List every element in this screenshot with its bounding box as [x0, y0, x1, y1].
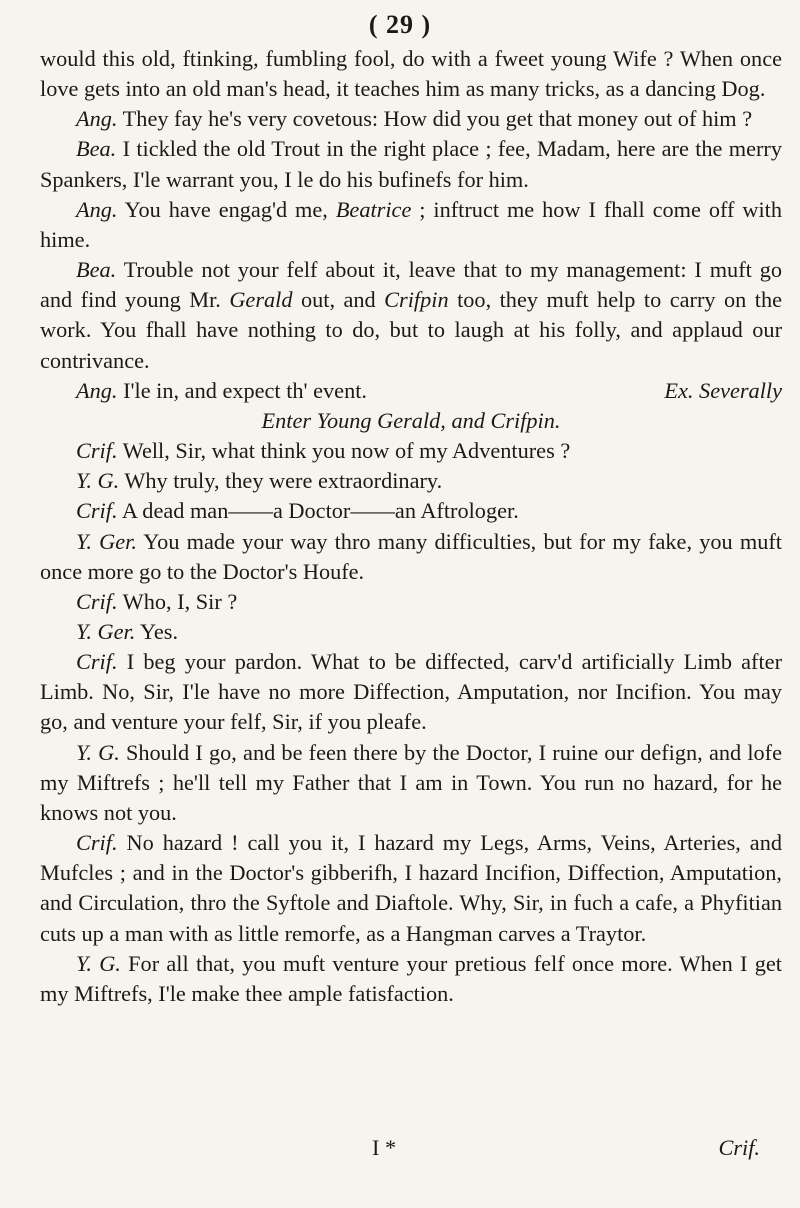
- catchword: Crif.: [718, 1135, 760, 1160]
- speech-text: Yes.: [135, 618, 179, 644]
- speech-text: Should I go, and be feen there by the Doctor, I ruine our defign, and lofe my Miftrefs ; he'll tell my Father that I am in Town. You run no hazard, for he knows not you.: [40, 739, 782, 825]
- paragraph: [40, 255, 782, 376]
- character-name: Crifpin: [384, 287, 449, 313]
- speaker-label: Crif.: [76, 438, 118, 464]
- speaker-label: Bea.: [76, 257, 117, 283]
- paragraph: [40, 195, 782, 255]
- speaker-label: Ang.: [76, 106, 118, 132]
- speaker-label: Crif.: [76, 649, 118, 675]
- speech-text: You have engag'd me,: [117, 196, 336, 222]
- paragraph: [40, 647, 782, 737]
- exit-direction: Ex. Severally: [664, 377, 782, 403]
- paragraph: [40, 466, 782, 496]
- speech-text: They fay he's very covetous: How did you get that money out of him ?: [117, 106, 753, 132]
- speech-text: too, they muft help to carry on the work. You fhall have nothing to do, but to laugh at his folly, and applaud our contrivance.: [40, 287, 782, 373]
- speech-text: Who, I, Sir ?: [117, 588, 238, 614]
- speaker-label: Crif.: [76, 830, 118, 856]
- paragraph-text: would this old, ftinking, fumbling fool, do with a fweet young Wife ? When once love gets into an old man's head, it teaches him as many tricks, as a dancing Dog.: [40, 46, 782, 102]
- paragraph: [40, 44, 782, 104]
- page-footer: [0, 1135, 800, 1165]
- paragraph: [40, 828, 782, 949]
- paragraph: [40, 134, 782, 194]
- speech-text: Well, Sir, what think you now of my Adventures ?: [117, 438, 571, 464]
- speech-text: ; inftruct me how I fhall come off with hime.: [40, 196, 782, 252]
- paragraph-with-exit: [40, 376, 782, 406]
- paragraph: [40, 587, 782, 617]
- signature-mark: I *: [372, 1135, 397, 1160]
- speech-text: A dead man——a Doctor——an Aftrologer.: [117, 498, 519, 524]
- paragraph: [40, 617, 782, 647]
- speech-text: For all that, you muft venture your pretious felf once more. When I get my Miftrefs, I'le make thee ample fatisfaction.: [40, 950, 782, 1006]
- speech-text: I'le in, and expect th' event.: [117, 377, 367, 403]
- paragraph: [40, 527, 782, 587]
- speaker-label: Y. Ger.: [76, 618, 136, 644]
- speaker-label: Y. G.: [76, 950, 121, 976]
- speaker-label: Y. G.: [76, 468, 120, 494]
- speech-text: Trouble not your felf about it, leave that to my management: I muft go and find young Mr.: [40, 257, 782, 313]
- speech-text: out, and: [292, 287, 385, 313]
- character-name: Gerald: [229, 287, 293, 313]
- speaker-label: Y. Ger.: [76, 528, 137, 554]
- character-name: Beatrice: [335, 196, 412, 222]
- paragraph: [40, 104, 782, 134]
- speaker-label: Crif.: [76, 588, 118, 614]
- paragraph: [40, 436, 782, 466]
- speech-text: No hazard ! call you it, I hazard my Legs, Arms, Veins, Arteries, and Mufcles ; and in the Doctor's gibberifh, I hazard Incifion, Diffection, Amputation, and Circulation, thro the Syftole and Diaftole. Why, Sir, in fuch a cafe, a Phyfitian cuts up a man with as little remorfe, as a Hangman carves a Traytor.: [40, 830, 782, 946]
- paragraph: [40, 496, 782, 526]
- speaker-label: Y. G.: [76, 739, 120, 765]
- paragraph: [40, 949, 782, 1009]
- speech-text: I beg your pardon. What to be diffected, carv'd artificially Limb after Limb. No, Sir, I'le have no more Diffection, Amputation, nor Incifion. You may go, and venture your felf, Sir, if you pleafe.: [40, 649, 782, 735]
- stage-direction: Enter Young Gerald, and Crifpin.: [261, 407, 561, 433]
- speech-text: I tickled the old Trout in the right place ; fee, Madam, here are the merry Spankers, I'le warrant you, I le do his bufinefs for him.: [40, 136, 782, 192]
- speaker-label: Ang.: [76, 377, 118, 403]
- speaker-label: Ang.: [76, 196, 118, 222]
- paragraph: [40, 738, 782, 828]
- page-number: ( 29 ): [368, 10, 432, 39]
- speech-text: Why truly, they were extraordinary.: [119, 468, 443, 494]
- speaker-label: Bea.: [76, 136, 117, 162]
- body-text: [40, 44, 782, 1009]
- speaker-label: Crif.: [76, 498, 118, 524]
- speech-text: You made your way thro many difficulties, but for my fake, you muft once more go to the Doctor's Houfe.: [40, 528, 782, 584]
- paragraph: [76, 376, 367, 406]
